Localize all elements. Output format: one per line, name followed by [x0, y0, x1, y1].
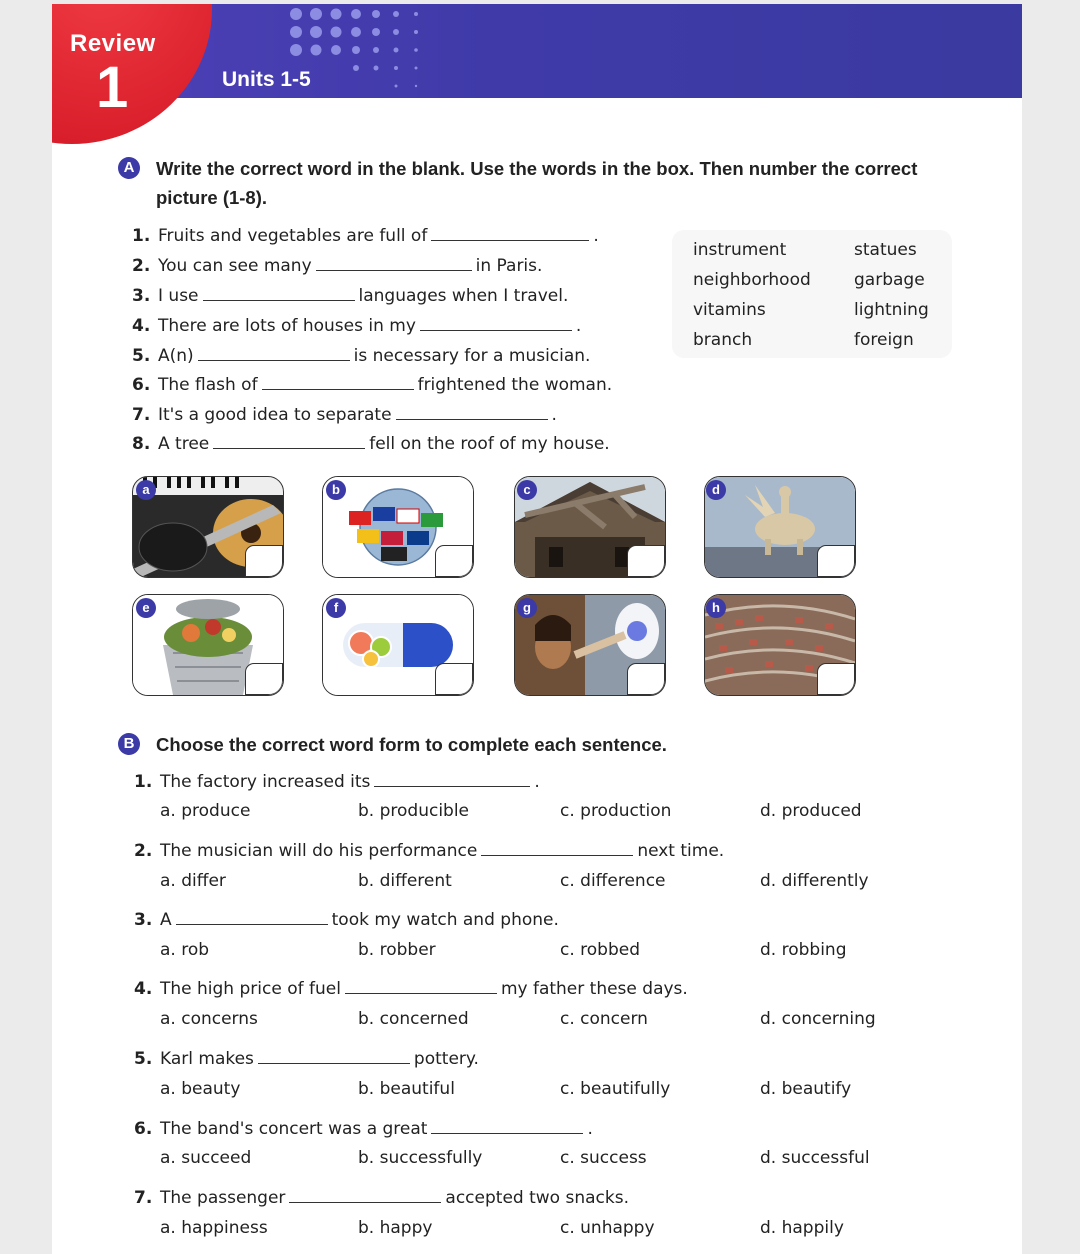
answer-box[interactable]	[627, 545, 665, 577]
exercise-a-item	[132, 226, 599, 246]
option-a[interactable]: a. beauty	[160, 1079, 241, 1099]
picture-letter: e	[136, 598, 156, 618]
picture-letter: c	[517, 480, 537, 500]
picture-letter: g	[517, 598, 537, 618]
option-c[interactable]: c. robbed	[560, 940, 641, 960]
word-box-item: statues	[854, 240, 917, 260]
answer-box[interactable]	[245, 663, 283, 695]
option-c[interactable]: c. difference	[560, 871, 666, 891]
option-c[interactable]: c. concern	[560, 1009, 648, 1029]
section-b-letter: B	[118, 733, 140, 755]
word-box-item: garbage	[854, 270, 925, 290]
exercise-b-question	[134, 1188, 629, 1208]
answer-blank[interactable]	[374, 772, 530, 787]
item-text-before: There are lots of houses in my	[158, 316, 416, 336]
answer-blank[interactable]	[345, 979, 497, 994]
picture-d	[704, 476, 856, 578]
option-b[interactable]: b. successfully	[358, 1148, 483, 1168]
review-badge	[52, 4, 212, 144]
question-text-after: took my watch and phone.	[331, 910, 559, 930]
answer-blank[interactable]	[396, 405, 548, 420]
exercise-a-item	[132, 375, 612, 395]
picture-h	[704, 594, 856, 696]
option-c[interactable]: c. beautifully	[560, 1079, 671, 1099]
exercise-a-item	[132, 256, 542, 276]
word-box-item: branch	[693, 330, 753, 350]
option-b[interactable]: b. beautiful	[358, 1079, 455, 1099]
question-text-after: accepted two snacks.	[445, 1188, 629, 1208]
question-text-after: my father these days.	[500, 979, 688, 999]
word-box-item: instrument	[693, 240, 787, 260]
option-d[interactable]: d. concerning	[760, 1009, 876, 1029]
item-text-before: I use	[158, 286, 199, 306]
item-text-before: You can see many	[158, 256, 312, 276]
question-text-after: next time.	[637, 841, 725, 861]
exercise-a-item	[132, 346, 590, 366]
word-box-item: vitamins	[693, 300, 766, 320]
question-text-before: Karl makes	[160, 1049, 254, 1069]
section-b-instruction: Choose the correct word form to complete each sentence.	[156, 734, 667, 755]
question-number: 3.	[134, 910, 153, 930]
answer-box[interactable]	[817, 545, 855, 577]
option-b[interactable]: b. robber	[358, 940, 436, 960]
answer-blank[interactable]	[203, 286, 355, 301]
item-text-after: fell on the roof of my house.	[369, 434, 610, 454]
option-a[interactable]: a. happiness	[160, 1218, 268, 1238]
item-number: 6.	[132, 375, 151, 395]
item-number: 1.	[132, 226, 151, 246]
answer-blank[interactable]	[420, 316, 572, 331]
option-c[interactable]: c. production	[560, 801, 672, 821]
question-text-before: The high price of fuel	[160, 979, 341, 999]
question-number: 1.	[134, 772, 153, 792]
option-d[interactable]: d. robbing	[760, 940, 847, 960]
picture-letter: h	[706, 598, 726, 618]
item-number: 8.	[132, 434, 151, 454]
word-box-item: neighborhood	[693, 270, 811, 290]
item-text-after: .	[551, 405, 557, 425]
option-b[interactable]: b. producible	[358, 801, 470, 821]
question-text-before: A	[160, 910, 172, 930]
answer-blank[interactable]	[316, 256, 472, 271]
option-d[interactable]: d. differently	[760, 871, 869, 891]
answer-blank[interactable]	[198, 346, 350, 361]
picture-letter: a	[136, 480, 156, 500]
item-text-after: .	[575, 316, 582, 336]
question-text-before: The factory increased its	[160, 772, 371, 792]
answer-blank[interactable]	[431, 1119, 583, 1134]
question-number: 2.	[134, 841, 153, 861]
section-a-instruction: Write the correct word in the blank. Use the words in the box. Then number the correct picture (1-8).	[156, 158, 918, 208]
answer-blank[interactable]	[289, 1188, 441, 1203]
item-text-after: frightened the woman.	[417, 375, 613, 395]
exercise-b-question	[134, 910, 559, 930]
item-number: 5.	[132, 346, 151, 366]
exercise-b-question	[134, 979, 688, 999]
picture-letter: b	[326, 480, 346, 500]
option-a[interactable]: a. differ	[160, 871, 226, 891]
option-a[interactable]: a. produce	[160, 801, 251, 821]
review-number: 1	[96, 55, 129, 120]
word-box-item: foreign	[854, 330, 914, 350]
option-d[interactable]: d. produced	[760, 801, 862, 821]
item-number: 2.	[132, 256, 151, 276]
option-b[interactable]: b. different	[358, 871, 452, 891]
item-text-before: The flash of	[158, 375, 258, 395]
option-d[interactable]: d. successful	[760, 1148, 870, 1168]
option-a[interactable]: a. concerns	[160, 1009, 258, 1029]
item-text-before: A(n)	[158, 346, 194, 366]
item-text-after: languages when I travel.	[358, 286, 569, 306]
question-text-after: .	[587, 1119, 593, 1139]
item-number: 3.	[132, 286, 151, 306]
answer-blank[interactable]	[481, 841, 633, 856]
item-number: 7.	[132, 405, 151, 425]
exercise-b-question	[134, 841, 724, 861]
word-box	[672, 230, 952, 358]
picture-letter: f	[326, 598, 346, 618]
item-text-after: .	[593, 226, 599, 246]
exercise-a-item	[132, 434, 610, 454]
option-c[interactable]: c. success	[560, 1148, 647, 1168]
item-number: 4.	[132, 316, 151, 336]
option-b[interactable]: b. concerned	[358, 1009, 469, 1029]
answer-box[interactable]	[817, 663, 855, 695]
answer-blank[interactable]	[431, 226, 589, 241]
option-c[interactable]: c. unhappy	[560, 1218, 655, 1238]
question-text-after: pottery.	[413, 1049, 479, 1069]
exercise-a-item	[132, 405, 557, 425]
worksheet-page	[52, 4, 1022, 1254]
answer-box[interactable]	[245, 545, 283, 577]
exercise-a-item	[132, 316, 581, 336]
units-label: Units 1-5	[222, 68, 311, 91]
question-text-before: The passenger	[160, 1188, 286, 1208]
exercise-a-item	[132, 286, 568, 306]
exercise-b-question	[134, 1119, 593, 1139]
dot-pattern	[282, 4, 502, 98]
answer-box[interactable]	[435, 545, 473, 577]
question-text-after: .	[534, 772, 540, 792]
answer-blank[interactable]	[262, 375, 414, 390]
item-text-after: is necessary for a musician.	[353, 346, 591, 366]
option-d[interactable]: d. happily	[760, 1218, 844, 1238]
answer-blank[interactable]	[176, 910, 328, 925]
item-text-before: Fruits and vegetables are full of	[158, 226, 428, 246]
exercise-b-question	[134, 1049, 479, 1069]
question-text-before: The band's concert was a great	[160, 1119, 428, 1139]
section-a-letter: A	[118, 157, 140, 179]
question-number: 4.	[134, 979, 153, 999]
question-number: 7.	[134, 1188, 153, 1208]
question-text-before: The musician will do his performance	[160, 841, 478, 861]
option-b[interactable]: b. happy	[358, 1218, 433, 1238]
word-box-item: lightning	[854, 300, 929, 320]
review-label: Review	[70, 30, 156, 57]
answer-box[interactable]	[435, 663, 473, 695]
item-text-before: It's a good idea to separate	[158, 405, 392, 425]
item-text-before: A tree	[158, 434, 210, 454]
answer-blank[interactable]	[258, 1049, 410, 1064]
exercise-b-question	[134, 772, 540, 792]
question-number: 5.	[134, 1049, 153, 1069]
answer-blank[interactable]	[213, 434, 365, 449]
question-number: 6.	[134, 1119, 153, 1139]
picture-letter: d	[706, 480, 726, 500]
answer-box[interactable]	[627, 663, 665, 695]
option-d[interactable]: d. beautify	[760, 1079, 852, 1099]
item-text-after: in Paris.	[475, 256, 543, 276]
option-a[interactable]: a. succeed	[160, 1148, 252, 1168]
option-a[interactable]: a. rob	[160, 940, 210, 960]
